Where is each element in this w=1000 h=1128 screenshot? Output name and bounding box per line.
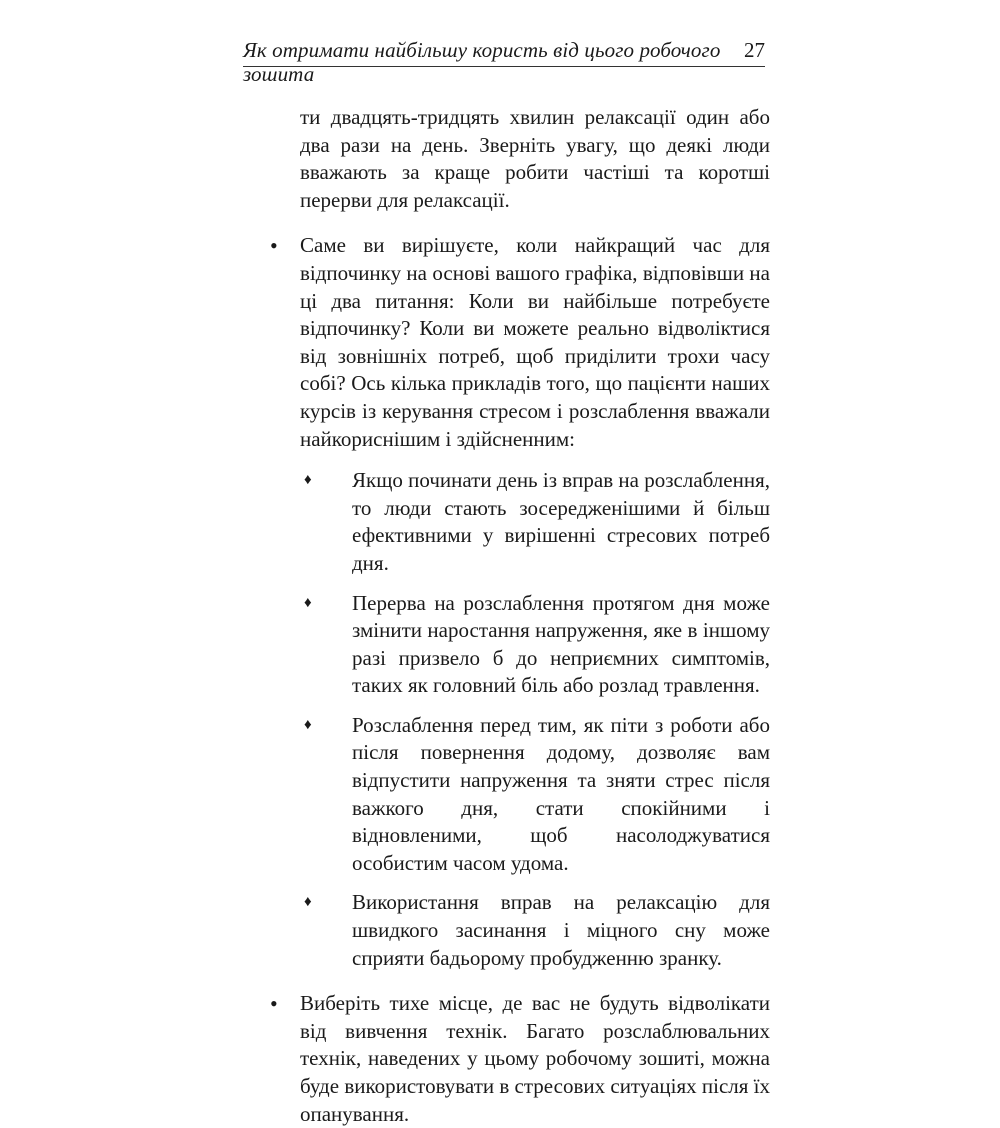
bullet-item: [270, 232, 770, 972]
sub-item-text: Якщо починати день із вправ на розслаблення, то люди стають зосередженішими й більш ефективними у вирішенні стресових потреб дня.: [352, 468, 770, 575]
bullet-icon: •: [270, 233, 278, 259]
sub-item: [300, 467, 770, 577]
running-header: [243, 38, 765, 86]
sub-item-text: Розслаблення перед тим, як піти з роботи або після повернення додому, дозволяє вам відпустити напруження та зняти стрес після важкого дня, стати спокійними і відновленими, щоб насолоджуватися особистим часом удома.: [352, 712, 770, 875]
bullet-item: [270, 990, 770, 1128]
sub-item: [300, 590, 770, 700]
diamond-bullet-icon: ♦: [304, 594, 312, 611]
sub-item: [300, 889, 770, 972]
sub-item-text: Перерва на розслаблення протягом дня може змінити наростання напруження, яке в іншому разі призвело б до неприємних симптомів, таких як головний біль або розлад травлення.: [352, 590, 770, 698]
continuation-paragraph: ти двадцять-тридцять хвилин релаксації один або два рази на день. Зверніть увагу, що деякі люди вважають за краще робити частіші та коротші перерви для релаксації.: [300, 105, 770, 212]
page-number: 27: [744, 38, 765, 62]
sub-item: [300, 712, 770, 878]
sub-list: [300, 467, 770, 972]
bullet-text: Виберіть тихе місце, де вас не будуть відволікати від вивчення технік. Багато розслаблювальних технік, наведених у цьому робочому зошиті, можна буде використовувати в стресових ситуаціях після їх опанування.: [300, 991, 770, 1126]
diamond-bullet-icon: ♦: [304, 716, 312, 733]
sub-item-text: Використання вправ на релаксацію для швидкого засинання і міцного сну може сприяти бадьорому пробудженню зранку.: [352, 890, 770, 970]
diamond-bullet-icon: ♦: [304, 894, 312, 911]
bullet-text: Саме ви вирішуєте, коли найкращий час для відпочинку на основі вашого графіка, відповівши на ці два питання: Коли ви найбільше потребуєте відпочинку? Коли ви можете реально відволіктися від зовнішніх потреб, щоб приділити трохи часу собі? Ось кілька прикладів того, що пацієнти наших курсів із керування стресом і розслаблення вважали найкориснішим і здійсненним:: [300, 233, 770, 451]
bullet-icon: •: [270, 991, 278, 1017]
page-body: [270, 104, 770, 1128]
diamond-bullet-icon: ♦: [304, 472, 312, 489]
header-title: Як отримати найбільшу користь від цього робочого зошита: [243, 38, 721, 86]
